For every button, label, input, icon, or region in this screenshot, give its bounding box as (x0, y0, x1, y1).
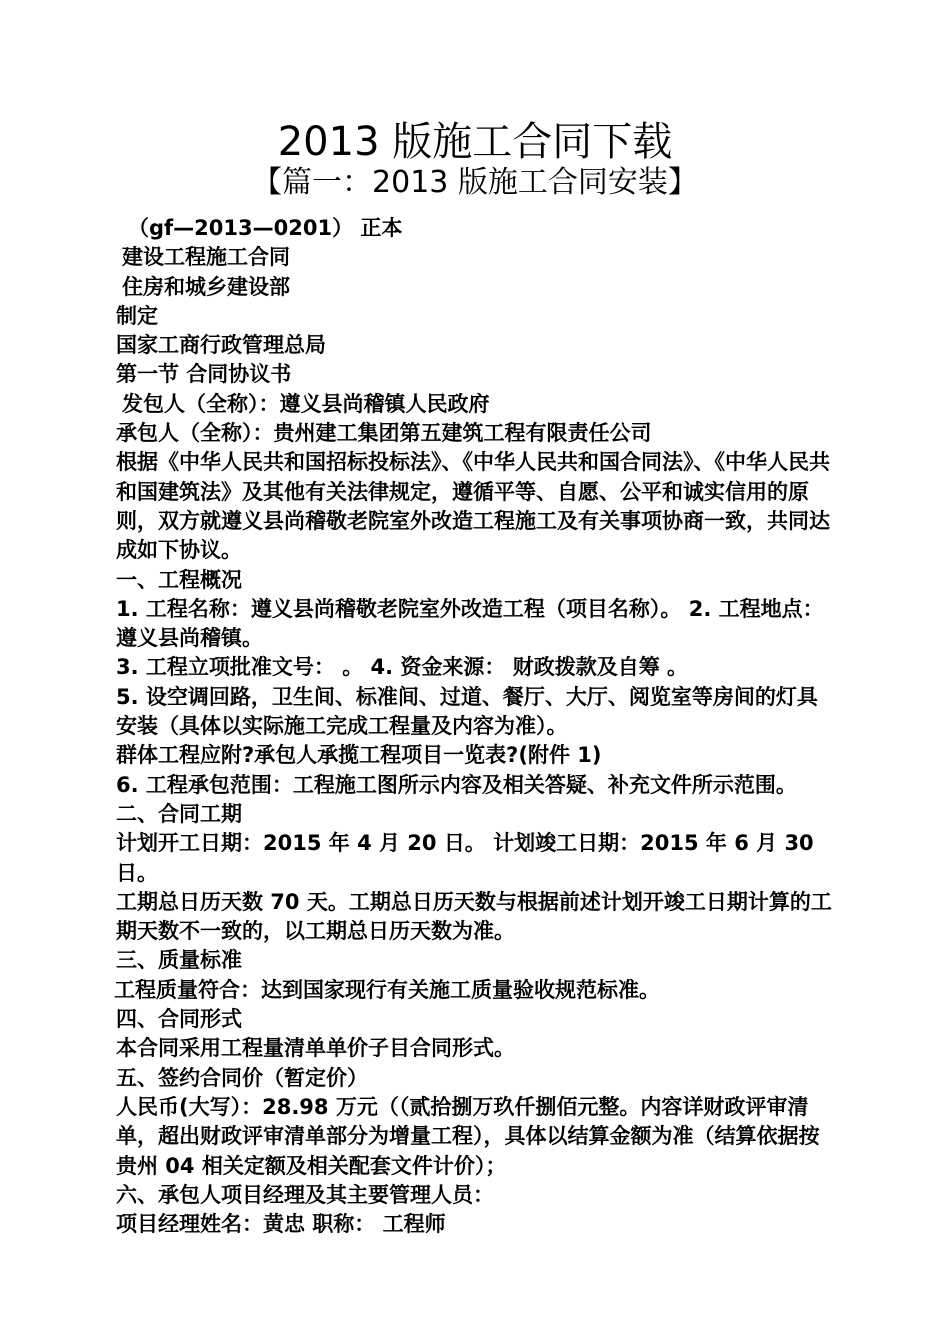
issuer-line-3: 国家工商行政管理总局 (116, 333, 326, 358)
heading-project-overview: 一、工程概况 (116, 567, 242, 592)
item-group-project-note: 群体工程应附?承包人承揽工程项目一览表?(附件 1) (116, 743, 602, 768)
heading-contract-form: 四、合同形式 (116, 1007, 242, 1032)
item-quality: 工程质量符合：达到国家现行有关施工质量验收规范标准。 (114, 977, 660, 1002)
heading-project-manager: 六、承包人项目经理及其主要管理人员： (116, 1182, 494, 1207)
item-contract-price: 人民币(大写）：28.98 万元（（贰拾捌万玖仟捌佰元整。内容详财政评审清单，超出财政评审清单部分为增量工程），具体以结算金额为准（结算依据按贵州 04 相关定额及相关配套文件计价）； (116, 1094, 820, 1178)
item-project-manager: 项目经理姓名：黄忠 职称： 工程师 (116, 1212, 446, 1237)
contractor-line: 承包人（全称）：贵州建工集团第五建筑工程有限责任公司 (116, 421, 652, 446)
contract-code-line: （gf—2013—0201） 正本 (128, 216, 403, 240)
document-body (116, 214, 838, 1239)
employer-line: 发包人（全称）：遵义县尚稽镇人民政府 (122, 391, 490, 416)
item-scope-detail: 5. 设空调回路，卫生间、标准间、过道、餐厅、大厅、阅览室等房间的灯具安装（具体以实际施工完成工程量及内容为准）。 (116, 684, 818, 739)
heading-quality-standard: 三、质量标准 (116, 948, 242, 973)
document-subtitle: 【篇一：2013 版施工合同安装】 (252, 165, 698, 200)
contract-type-line: 建设工程施工合同 (122, 245, 290, 270)
item-planned-dates: 计划开工日期：2015 年 4 月 20 日。 计划竣工日期：2015 年 6 月 30 日。 (116, 831, 814, 885)
item-project-name: 1. 工程名称：遵义县尚稽敬老院室外改造工程（项目名称）。 2. 工程地点：遵义县尚稽镇。 (116, 596, 824, 651)
preamble-paragraph: 根据《中华人民共和国招标投标法》、《中华人民共和国合同法》、《中华人民共和国建筑法》及其他有关法律规定，遵循平等、自愿、公平和诚实信用的原则，双方就遵义县尚稽敬老院室外改造工程施工及有关事项协商一致，共同达成如下协议。 (116, 450, 830, 563)
heading-contract-price: 五、签约合同价（暂定价） (116, 1065, 368, 1090)
item-contract-scope: 6. 工程承包范围：工程施工图所示内容及相关答疑、补充文件所示范围。 (116, 772, 797, 797)
section-heading: 第一节 合同协议书 (116, 362, 292, 387)
item-contract-form: 本合同采用工程量清单单价子目合同形式。 (116, 1036, 515, 1061)
item-total-days: 工期总日历天数 70 天。工期总日历天数与根据前述计划开竣工日期计算的工期天数不一致的，以工期总日历天数为准。 (116, 889, 832, 944)
document-title: 2013 版施工合同下载 (277, 119, 673, 165)
heading-contract-period: 二、合同工期 (116, 801, 242, 826)
issuer-line-2: 制定 (116, 303, 158, 328)
item-approval-funding: 3. 工程立项批准文号： 。 4. 资金来源： 财政拨款及自筹 。 (116, 655, 689, 680)
issuer-line-1: 住房和城乡建设部 (122, 274, 290, 299)
